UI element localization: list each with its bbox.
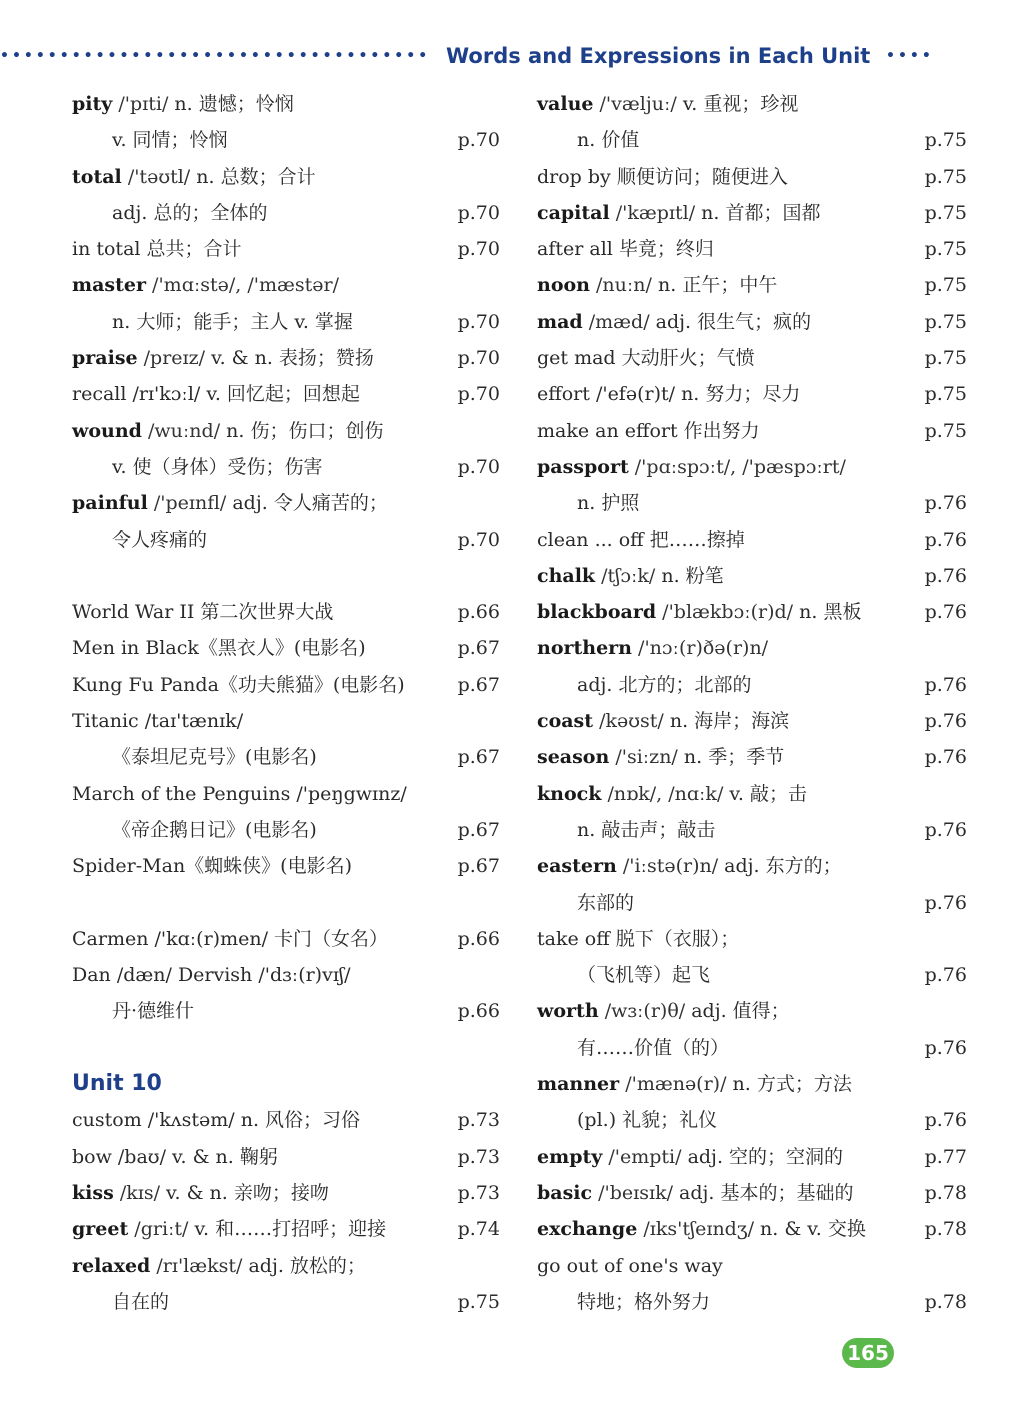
vocab-line (537, 993, 967, 1029)
page-ref: p.76 (924, 818, 967, 841)
vocab-entry (537, 928, 739, 950)
vocab-line (537, 703, 967, 739)
definition: n. 大师；能手；主人 v. 掌握 (112, 310, 353, 333)
vocab-line (537, 231, 967, 267)
vocab-line (537, 1248, 967, 1284)
vocab-line (72, 195, 512, 231)
page-ref: p.76 (924, 673, 967, 696)
definition: n. 护照 (577, 492, 640, 515)
vocab-line (537, 485, 967, 521)
vocab-line (537, 340, 967, 376)
headword: empty (537, 1145, 603, 1168)
vocab-line (537, 1139, 967, 1175)
definition: 《帝企鹅日记》(电影名) (112, 818, 317, 841)
vocab-line (537, 848, 967, 884)
vocab-line (72, 558, 512, 594)
vocab-line (537, 812, 967, 848)
headword: worth (537, 1000, 599, 1023)
vocab-entry (72, 93, 294, 115)
phonetic: /kɪs/ (119, 1181, 160, 1204)
vocab-entry (537, 637, 768, 659)
vocab-line (537, 739, 967, 775)
vocab-line (537, 1211, 967, 1247)
definition: adj. 很生气；疯的 (655, 310, 812, 333)
definition: n. 季；季节 (683, 746, 785, 769)
definition: adj. 北方的；北部的 (577, 673, 752, 696)
definition: v. & n. 表扬；赞扬 (211, 347, 374, 370)
headword: greet (72, 1218, 129, 1241)
vocab-entry (537, 1000, 790, 1022)
vocab-entry (72, 1182, 329, 1204)
vocab-entry (537, 274, 777, 296)
vocab-line (72, 1139, 512, 1175)
phonetic: /'beɪsɪk/ (598, 1181, 673, 1204)
definition: n. 敲击声；敲击 (577, 818, 716, 841)
phonetic: /'blækbɔː(r)d/ (662, 601, 794, 624)
definition: 有……价值（的） (577, 1036, 730, 1059)
vocab-line (72, 667, 512, 703)
page-ref: p.70 (457, 310, 500, 333)
vocab-line (72, 485, 512, 521)
definition: n. 正午；中午 (658, 274, 778, 297)
vocab-entry (537, 129, 639, 151)
vocab-entry (537, 892, 634, 914)
vocab-entry (537, 1109, 717, 1131)
vocab-entry (72, 928, 388, 950)
definition: 丹·德维什 (112, 1000, 195, 1023)
vocab-entry (537, 1291, 710, 1313)
phonetic: /kəʊst/ (599, 710, 664, 733)
headword: chalk (537, 564, 596, 587)
vocab-line (537, 522, 967, 558)
vocab-line (537, 667, 967, 703)
vocab-entry (537, 855, 842, 877)
vocab-line (72, 1030, 512, 1066)
definition: Titanic /taɪ'tænɪk/ (72, 710, 244, 733)
definition: 《泰坦尼克号》(电影名) (112, 746, 317, 769)
vocab-line (537, 1102, 967, 1138)
phonetic: /'pɑːspɔːt/, /'pæspɔːrt/ (634, 455, 846, 478)
headword: mad (537, 310, 583, 333)
page-ref: p.70 (457, 129, 500, 152)
page-ref: p.66 (457, 927, 500, 950)
headword: eastern (537, 855, 617, 878)
vocab-entry (537, 383, 800, 405)
vocab-entry (72, 492, 388, 514)
page-ref: p.75 (457, 1290, 500, 1313)
phonetic: /'mænə(r)/ (625, 1073, 727, 1096)
vocab-line (537, 1175, 967, 1211)
phonetic: /nuːn/ (596, 274, 652, 297)
headword: blackboard (537, 601, 657, 624)
page-ref: p.67 (457, 818, 500, 841)
definition: n. 伤；伤口；创伤 (226, 419, 384, 442)
vocab-entry (537, 1037, 729, 1059)
vocab-line (537, 594, 967, 630)
vocab-line (537, 159, 967, 195)
vocab-line (72, 522, 512, 558)
page-ref: p.70 (457, 347, 500, 370)
vocab-line (537, 1284, 967, 1320)
vocab-entry (72, 202, 267, 224)
definition: n. 黑板 (799, 601, 862, 624)
vocab-entry (537, 529, 745, 551)
headword: manner (537, 1073, 620, 1096)
vocab-entry (72, 637, 366, 659)
definition: after all 毕竟；终归 (537, 238, 714, 261)
vocab-line (72, 776, 512, 812)
vocab-line (72, 921, 512, 957)
definition: make an effort 作出努力 (537, 419, 760, 442)
page-ref: p.75 (924, 201, 967, 224)
page-ref: p.75 (924, 347, 967, 370)
headword: relaxed (72, 1254, 151, 1277)
vocab-entry (537, 565, 724, 587)
vocab-entry (72, 383, 360, 405)
definition: Carmen /'kɑː(r)men/ 卡门（女名） (72, 927, 389, 950)
vocab-line (72, 304, 512, 340)
vocab-entry (72, 238, 242, 260)
vocab-line (72, 267, 512, 303)
page-ref: p.66 (457, 601, 500, 624)
vocab-entry (537, 347, 755, 369)
vocab-entry (72, 601, 333, 623)
headword: coast (537, 710, 594, 733)
vocab-entry (537, 93, 798, 115)
vocab-line (72, 885, 512, 921)
page-ref: p.70 (457, 201, 500, 224)
definition: v. 重视；珍视 (682, 93, 799, 115)
phonetic: /'kæpɪtl/ (615, 201, 696, 224)
vocab-line (537, 921, 967, 957)
vocab-line (72, 1284, 512, 1320)
definition: Men in Black《黑衣人》(电影名) (72, 637, 366, 660)
vocab-line (537, 122, 967, 158)
definition: v. & n. 亲吻；接吻 (166, 1181, 329, 1204)
phonetic: /preɪz/ (143, 347, 206, 370)
definition: get mad 大动肝火；气愤 (537, 347, 755, 370)
page-ref: p.70 (457, 528, 500, 551)
page-ref: p.76 (924, 891, 967, 914)
definition: n. 粉笔 (661, 564, 724, 587)
vocab-line (72, 376, 512, 412)
vocab-entry (72, 674, 405, 696)
vocab-line (537, 885, 967, 921)
vocab-line (72, 739, 512, 775)
page-ref: p.75 (924, 274, 967, 297)
vocab-line (537, 304, 967, 340)
definition: (pl.) 礼貌；礼仪 (577, 1109, 718, 1132)
vocab-entry (537, 1255, 723, 1277)
vocab-entry (72, 166, 316, 188)
vocab-line (72, 703, 512, 739)
page-ref: p.76 (924, 601, 967, 624)
vocab-entry (537, 674, 751, 696)
definition: 特地；格外努力 (577, 1290, 711, 1313)
page-ref: p.70 (457, 455, 500, 478)
definition: effort /'efə(r)t/ n. 努力；尽力 (537, 383, 801, 406)
page-ref: p.77 (924, 1145, 967, 1168)
page-ref: p.76 (924, 1036, 967, 1059)
page-ref: p.75 (924, 383, 967, 406)
headword: pity (72, 93, 113, 115)
unit-heading: Unit 10 (72, 1071, 162, 1097)
headword: passport (537, 455, 629, 478)
vocab-line (72, 594, 512, 630)
phonetic: /rɪ'lækst/ (156, 1254, 243, 1277)
vocab-entry (537, 492, 639, 514)
definition: adj. 放松的； (248, 1254, 366, 1277)
vocab-entry (72, 1073, 162, 1095)
vocab-line (72, 1102, 512, 1138)
definition: World War II 第二次世界大战 (72, 601, 334, 624)
page-ref: p.73 (457, 1145, 500, 1168)
page-ref: p.73 (457, 1109, 500, 1132)
vocab-line (72, 231, 512, 267)
vocab-entry (537, 819, 715, 841)
page-ref: p.76 (924, 746, 967, 769)
page-ref: p.76 (924, 710, 967, 733)
vocab-entry (537, 746, 784, 768)
definition: adj. 东方的； (724, 855, 842, 878)
vocab-line (72, 86, 512, 122)
vocab-line (537, 376, 967, 412)
headword: knock (537, 782, 602, 805)
definition: adj. 值得； (691, 1000, 790, 1023)
right-column (537, 86, 967, 1320)
vocab-line (537, 449, 967, 485)
phonetic: /griːt/ (134, 1218, 189, 1241)
definition: v. 同情；怜悯 (112, 129, 228, 152)
definition: n. 海岸；海滨 (669, 710, 790, 733)
page-ref: p.70 (457, 383, 500, 406)
vocab-line (537, 1030, 967, 1066)
headword: noon (537, 274, 590, 297)
headword: northern (537, 637, 632, 660)
phonetic: /'siːzn/ (615, 746, 678, 769)
vocab-line (72, 1175, 512, 1211)
vocab-line (72, 413, 512, 449)
vocab-line (72, 848, 512, 884)
vocab-line (72, 340, 512, 376)
headword: master (72, 274, 146, 297)
phonetic: /wɜː(r)θ/ (604, 1000, 686, 1023)
vocab-entry (72, 746, 317, 768)
definition: custom /'kʌstəm/ n. 风俗；习俗 (72, 1109, 361, 1132)
definition: n. 遗憾；怜悯 (174, 93, 294, 115)
vocab-entry (537, 1182, 854, 1204)
definition: bow /baʊ/ v. & n. 鞠躬 (72, 1145, 278, 1168)
definition: n. 价值 (577, 129, 640, 152)
headword: kiss (72, 1181, 114, 1204)
vocab-line (72, 993, 512, 1029)
headword: capital (537, 201, 610, 224)
vocab-line (537, 195, 967, 231)
definition: n. 总数；合计 (196, 165, 316, 188)
definition: 令人疼痛的 (112, 528, 208, 551)
headword: painful (72, 492, 148, 515)
definition: clean ... off 把……擦掉 (537, 528, 745, 551)
vocab-line (537, 1066, 967, 1102)
definition: Dan /dæn/ Dervish /'dɜː(r)vɪʃ/ (72, 964, 351, 987)
definition: take off 脱下（衣服）； (537, 927, 740, 950)
vocab-entry (72, 855, 352, 877)
page-number-badge: 165 (842, 1338, 894, 1368)
vocab-line (537, 776, 967, 812)
page-ref: p.75 (924, 129, 967, 152)
vocab-entry (72, 783, 407, 805)
definition: adj. 总的；全体的 (112, 201, 268, 224)
vocab-entry (72, 529, 207, 551)
definition: 自在的 (112, 1290, 170, 1313)
vocab-line (537, 413, 967, 449)
phonetic: /ɪks'tʃeɪndʒ/ (643, 1218, 754, 1241)
phonetic: /'væljuː/ (599, 93, 677, 115)
phonetic: /nɒk/, /nɑːk/ (607, 782, 724, 805)
vocab-entry (537, 601, 861, 623)
page-ref: p.67 (457, 855, 500, 878)
vocab-line (72, 1066, 512, 1102)
vocab-line (72, 812, 512, 848)
page-ref: p.73 (457, 1181, 500, 1204)
vocab-entry (537, 420, 760, 442)
phonetic: /tʃɔːk/ (601, 564, 656, 587)
page-ref: p.75 (924, 165, 967, 188)
header-dots-left: •••••••••••••••••••••••••••••••••••• (0, 48, 431, 64)
page-ref: p.78 (924, 1290, 967, 1313)
vocab-entry (537, 456, 846, 478)
vocab-line (72, 449, 512, 485)
vocab-entry (72, 1291, 169, 1313)
phonetic: /'nɔː(r)ðə(r)n/ (638, 637, 769, 660)
definition: adj. 空的；空洞的 (687, 1145, 844, 1168)
headword: exchange (537, 1218, 638, 1241)
vocab-line (72, 957, 512, 993)
phonetic: /'peɪnfl/ (153, 492, 227, 515)
vocab-entry (72, 1000, 194, 1022)
page-ref: p.76 (924, 564, 967, 587)
vocab-entry (537, 311, 811, 333)
phonetic: /wuːnd/ (148, 419, 221, 442)
header-dots-right: •••• (886, 48, 934, 64)
page-ref: p.76 (924, 492, 967, 515)
vocab-entry (72, 964, 350, 986)
vocab-entry (537, 964, 710, 986)
vocab-line (537, 86, 967, 122)
page-ref: p.76 (924, 964, 967, 987)
definition: recall /rɪ'kɔːl/ v. 回忆起；回想起 (72, 383, 360, 406)
definition: drop by 顺便访问；随便进入 (537, 165, 788, 188)
definition: n. 方式；方法 (732, 1073, 852, 1096)
vocab-line (72, 122, 512, 158)
vocab-entry (72, 420, 383, 442)
left-column (72, 86, 512, 1320)
phonetic: /'pɪti/ (118, 93, 169, 115)
definition: （飞机等）起飞 (577, 964, 711, 987)
page-ref: p.75 (924, 419, 967, 442)
vocab-entry (72, 456, 323, 478)
phonetic: /mæd/ (588, 310, 650, 333)
definition: v. 和……打招呼；迎接 (194, 1218, 387, 1241)
definition: go out of one's way (537, 1254, 723, 1277)
vocab-entry (72, 1109, 360, 1131)
vocab-entry (537, 1146, 843, 1168)
definition: v. 敲；击 (729, 782, 807, 805)
page-ref: p.75 (924, 238, 967, 261)
headword: season (537, 746, 610, 769)
page-ref: p.76 (924, 1109, 967, 1132)
definition: in total 总共；合计 (72, 238, 242, 261)
page-ref: p.66 (457, 1000, 500, 1023)
vocab-entry (72, 710, 243, 732)
vocab-entry (72, 1218, 386, 1240)
page-ref: p.70 (457, 238, 500, 261)
vocab-entry (537, 1073, 852, 1095)
page-ref: p.67 (457, 637, 500, 660)
vocab-line (72, 1211, 512, 1247)
page-ref: p.75 (924, 310, 967, 333)
headword: value (537, 93, 594, 115)
definition: adj. 令人痛苦的； (232, 492, 388, 515)
headword: wound (72, 419, 142, 442)
vocab-line (537, 630, 967, 666)
headword: praise (72, 347, 138, 370)
page-title: Words and Expressions in Each Unit (446, 44, 871, 68)
vocab-entry (72, 1255, 366, 1277)
page-ref: p.74 (457, 1218, 500, 1241)
definition: March of the Penguins /'peŋgwɪnz/ (72, 782, 407, 805)
vocab-line (537, 267, 967, 303)
definition: Kung Fu Panda《功夫熊猫》(电影名) (72, 673, 405, 696)
page-ref: p.78 (924, 1218, 967, 1241)
page-ref: p.76 (924, 528, 967, 551)
page-ref: p.67 (457, 673, 500, 696)
page-ref: p.67 (457, 746, 500, 769)
vocab-entry (72, 347, 374, 369)
definition: 东部的 (577, 891, 635, 914)
definition: v. 使（身体）受伤；伤害 (112, 455, 323, 478)
vocab-entry (537, 1218, 866, 1240)
phonetic: /'mɑːstə/, /'mæstər/ (152, 274, 339, 297)
vocab-entry (537, 202, 820, 224)
definition: n. & v. 交换 (760, 1218, 866, 1241)
phonetic: /'empti/ (608, 1145, 682, 1168)
vocab-entry (537, 166, 788, 188)
vocab-line (72, 1248, 512, 1284)
vocab-entry (72, 274, 339, 296)
headword: basic (537, 1181, 593, 1204)
vocab-entry (72, 819, 317, 841)
vocab-line (72, 159, 512, 195)
definition: adj. 基本的；基础的 (679, 1181, 854, 1204)
vocab-line (537, 957, 967, 993)
headword: total (72, 165, 122, 188)
vocab-entry (72, 1146, 278, 1168)
vocab-line (537, 558, 967, 594)
vocab-entry (72, 129, 228, 151)
phonetic: /'iːstə(r)n/ (622, 855, 719, 878)
vocab-entry (537, 783, 807, 805)
vocab-entry (537, 710, 789, 732)
vocab-entry (72, 311, 353, 333)
definition: n. 首都；国都 (701, 201, 821, 224)
definition: Spider-Man《蜘蛛侠》(电影名) (72, 855, 353, 878)
vocab-line (72, 630, 512, 666)
page-ref: p.78 (924, 1181, 967, 1204)
vocab-entry (537, 238, 714, 260)
phonetic: /'təʊtl/ (127, 165, 191, 188)
